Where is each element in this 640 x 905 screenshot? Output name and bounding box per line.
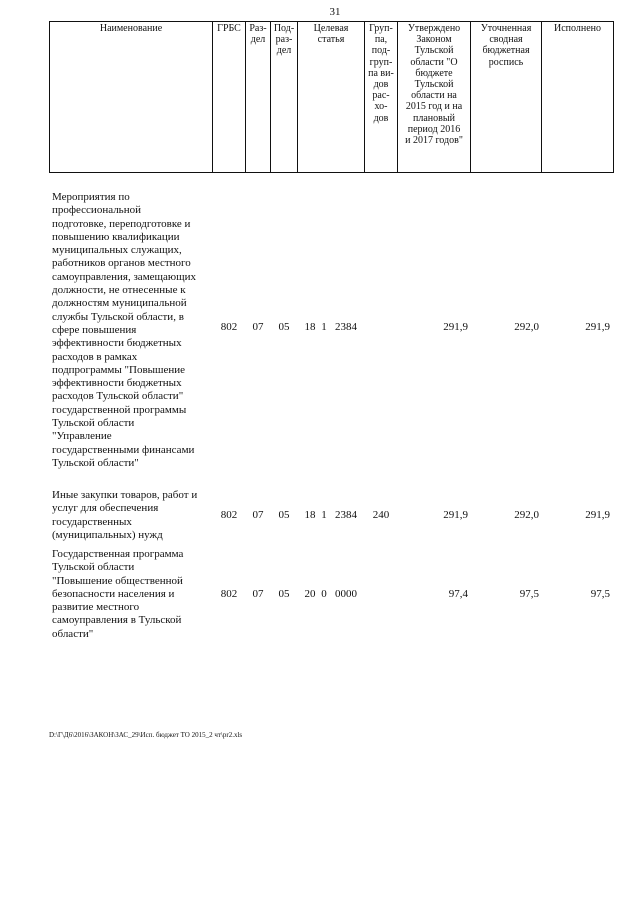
row-executed: 97,5 xyxy=(590,588,610,600)
row-refined: 292,0 xyxy=(514,509,539,521)
column-divider xyxy=(49,21,50,173)
header-expense-group: Груп- па, под- груп- па ви- дов рас- хо- дов xyxy=(368,23,394,124)
row-target-subprogram: 0 xyxy=(321,588,327,600)
row-target-code: 2384 xyxy=(335,321,357,333)
header-top-border xyxy=(49,21,614,22)
header-razdel: Раз- дел xyxy=(249,23,267,46)
row-razdel: 07 xyxy=(252,588,264,600)
row-target-code: 2384 xyxy=(335,509,357,521)
header-approved-by-law: Утверждено Законом Тульской области "О бюджете Тульской области на 2015 год и на плановый период 2016 и 2017 годов" xyxy=(405,23,463,147)
row-podrazdel: 05 xyxy=(278,509,290,521)
row-approved: 291,9 xyxy=(443,321,468,333)
header-podrazdel: Под- раз- дел xyxy=(273,23,295,57)
row-target-program: 18 xyxy=(304,509,316,521)
row-podrazdel: 05 xyxy=(278,321,290,333)
row-executed: 291,9 xyxy=(585,509,610,521)
row-target-subprogram: 1 xyxy=(321,321,327,333)
row-target-program: 20 xyxy=(304,588,316,600)
column-divider xyxy=(212,21,213,173)
header-target-article: Целевая статья xyxy=(313,23,349,46)
column-divider xyxy=(613,21,614,173)
row-target-code: 0000 xyxy=(335,588,357,600)
row-name: Мероприятия по профессиональной подготовке, переподготовке и повышению квалификации муниципальных служащих, работников органов местного самоуправления, замещающих должности, не отнесенные к должностям муниципальной службы Тульской области, в сфере повышения эффективности бюджетных расходов в рамках подпрограммы "Повышение эффективности бюджетных расходов Тульской области" государственной программы Тульской области "Управление государственными финансами Тульской области" xyxy=(52,191,196,469)
row-name: Государственная программа Тульской области "Повышение общественной безопасности населения и развитие местного самоуправления в Тульской области" xyxy=(52,548,184,640)
footer-file-path: D:\Г\Д6\2016\ЗАКОН\ЗАС_29\Исп. бюджет ТО 2015_2 чт\pr2.xls xyxy=(49,731,243,739)
row-podrazdel: 05 xyxy=(278,588,290,600)
row-name: Иные закупки товаров, работ и услуг для обеспечения государственных (муниципальных) нужд xyxy=(52,489,198,541)
row-grbs: 802 xyxy=(220,509,238,521)
row-refined: 292,0 xyxy=(514,321,539,333)
header-grbs: ГРБС xyxy=(217,23,241,34)
row-target-subprogram: 1 xyxy=(321,509,327,521)
row-approved: 97,4 xyxy=(448,588,468,600)
row-target-program: 18 xyxy=(304,321,316,333)
row-group: 240 xyxy=(372,509,390,521)
row-razdel: 07 xyxy=(252,321,264,333)
row-approved: 291,9 xyxy=(443,509,468,521)
header-refined-budget: Уточненная сводная бюджетная роспись xyxy=(480,23,532,68)
row-razdel: 07 xyxy=(252,509,264,521)
header-name: Наименование xyxy=(99,23,163,34)
row-refined: 97,5 xyxy=(519,588,539,600)
row-grbs: 802 xyxy=(220,321,238,333)
row-executed: 291,9 xyxy=(585,321,610,333)
row-grbs: 802 xyxy=(220,588,238,600)
page-number: 31 xyxy=(329,6,341,18)
column-divider xyxy=(541,21,542,173)
header-bottom-border xyxy=(49,172,614,173)
header-executed: Исполнено xyxy=(553,23,601,34)
